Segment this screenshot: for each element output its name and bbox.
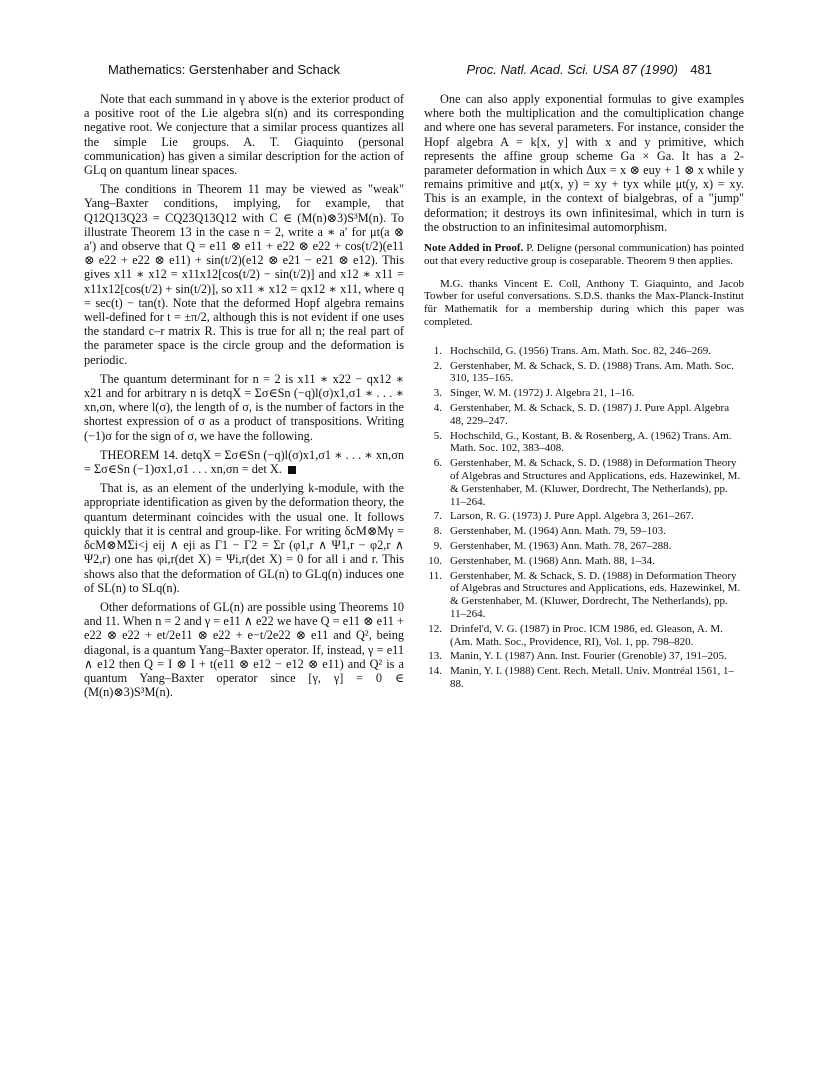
left-column (84, 92, 404, 704)
reference-number: 6. (433, 457, 442, 470)
reference-number: 14. (428, 665, 442, 678)
reference-text: Drinfel'd, V. G. (1987) in Proc. ICM 1986, ed. Gleason, A. M. (Am. Math. Soc., Providence, RI), Vol. 1, pp. 798–820. (450, 622, 723, 648)
reference-number: 2. (433, 359, 442, 372)
reference-item (424, 360, 744, 386)
reference-number: 11. (428, 569, 442, 582)
reference-number: 8. (433, 525, 442, 538)
reference-item (424, 457, 744, 508)
reference-number: 12. (428, 622, 442, 635)
reference-item (424, 345, 744, 358)
reference-item (424, 402, 744, 428)
paragraph: The conditions in Theorem 11 may be viewed as "weak" Yang–Baxter conditions, implying, for example, that Q12Q13Q23 = CQ23Q13Q12 with C ∈ (M(n)⊗3)S³M(n). To illustrate Theorem 13 in the case n = 2, write a ∗ a′ for μt(a ⊗ a′) and observe that Q = e11 ⊗ e11 + e22 ⊗ e22 + cos(t/2)(e11 ⊗ e22 + e22 ⊗ e11) + sin(t/2)(e12 ⊗ e21 − e21 ⊗ e12). This gives x11 ∗ x12 = x11x12[cos(t/2) − sin(t/2)] and x12 ∗ x11 = x11x12[cos(t/2) + sin(t/2)], so x11 ∗ x12 = qx12 ∗ x11, where q = sec(t) − tan(t). Note that the deformed Hopf algebra remains well-defined for t = ±π/2, although this is not evident if one uses the standard c–r matrix R. This is true for all n; the real part of the parameter space is the circle group and the deformation is periodic. (84, 182, 404, 367)
reference-number: 5. (433, 429, 442, 442)
page-number: 481 (690, 62, 712, 77)
reference-item (424, 650, 744, 663)
reference-number: 7. (433, 510, 442, 523)
reference-item (424, 555, 744, 568)
reference-item (424, 623, 744, 649)
reference-number: 1. (433, 344, 442, 357)
reference-item (424, 540, 744, 553)
reference-number: 9. (433, 539, 442, 552)
paragraph: Note that each summand in γ above is the exterior product of a positive root of the Lie algebra sl(n) and its corresponding negative root. We conjecture that a similar process quantizes all the simple Lie groups. A. T. Giaquinto (personal communication) has given a similar description for the action of GLq on quantum linear spaces. (84, 92, 404, 178)
reference-text: Gerstenhaber, M. (1963) Ann. Math. 78, 267–288. (450, 539, 672, 552)
paragraph: That is, as an element of the underlying k-module, with the appropriate identification as given by the deformation theory, the quantum determinant coincides with the usual one. It follows quickly that it is central and group-like. For writing δcM⊗Mγ = δcM⊗MΣi<j eij ∧ eji as Γ1 − Γ2 = Σr (φ1,r ∧ Ψ1,r − φ2,r ∧ Ψ2,r) one has φi,r(det X) = Ψi,r(det X) = 0 for all i and r. This shows also that the deformation of GL(n) to GLq(n) induces one of SL(n) to SLq(n). (84, 481, 404, 595)
reference-item (424, 387, 744, 400)
paragraph: Other deformations of GL(n) are possible using Theorems 10 and 11. When n = 2 and γ = e11 ∧ e22 we have Q = e11 ⊗ e11 + e22 ⊗ e22 + et/2e11 ⊗ e22 + e−t/2e22 ⊗ e11 and Q², being diagonal, is a quantum Yang–Baxter operator. If, instead, γ = e11 ∧ e12 then Q = I ⊗ I + t(e11 ⊗ e12 − e12 ⊗ e11) and Q² is a quantum Yang–Baxter operator since [γ, γ] = 0 ∈ (M(n)⊗3)S³M(n). (84, 599, 404, 700)
reference-number: 13. (428, 650, 442, 663)
theorem-text: THEOREM 14. detqX = Σσ∈Sn (−q)l(σ)x1,σ1 ∗ . . . ∗ xn,σn = Σσ∈Sn (−1)σx1,σ1 . . . xn,σn = det X. (84, 447, 404, 477)
right-column (424, 92, 744, 693)
reference-item (424, 665, 744, 691)
reference-text: Singer, W. M. (1972) J. Algebra 21, 1–16. (450, 387, 635, 400)
reference-text: Gerstenhaber, M. & Schack, S. D. (1988) in Deformation Theory of Algebras and Structures and Applications, eds. Hazewinkel, M. & Gerstenhaber, M. (Kluwer, Dordrecht, The Netherlands), pp. 11–264. (450, 569, 741, 620)
reference-item (424, 430, 744, 456)
reference-text: Manin, Y. I. (1988) Cent. Rech. Metall. Univ. Montréal 1561, 1–88. (450, 665, 735, 690)
reference-item (424, 525, 744, 538)
reference-item (424, 510, 744, 523)
reference-text: Hochschild, G. (1956) Trans. Am. Math. Soc. 82, 246–269. (450, 344, 711, 357)
paragraph: The quantum determinant for n = 2 is x11 ∗ x22 − qx12 ∗ x21 and for arbitrary n is detqX = Σσ∈Sn (−q)l(σ)x1,σ1 ∗ . . . ∗ xn,σn, where l(σ), the length of σ, is the number of factors in the shortest expression of σ as a product of transpositions. Writing (−1)σ for the sign of σ, we have the following. (84, 371, 404, 443)
reference-number: 3. (433, 387, 442, 400)
reference-text: Hochschild, G., Kostant, B. & Rosenberg, A. (1962) Trans. Am. Math. Soc. 102, 383–408. (450, 429, 732, 455)
reference-text: Gerstenhaber, M. & Schack, S. D. (1988) Trans. Am. Math. Soc. 310, 135–165. (450, 359, 735, 385)
theorem-14 (84, 448, 404, 476)
reference-text: Gerstenhaber, M. (1964) Ann. Math. 79, 59–103. (450, 525, 666, 538)
acknowledgment: M.G. thanks Vincent E. Coll, Anthony T. Giaquinto, and Jacob Towber for useful conversations. S.D.S. thanks the Max-Planck-Institut für Mathematik for a membership during which this paper was completed. (424, 277, 744, 329)
reference-text: Gerstenhaber, M. & Schack, S. D. (1987) J. Pure Appl. Algebra 48, 229–247. (450, 402, 730, 427)
note-text: P. Deligne (personal communication) has pointed out that every reductive group is coseparable. Theorem 9 then applies. (424, 242, 744, 267)
journal-citation: Proc. Natl. Acad. Sci. USA 87 (1990) (466, 62, 678, 77)
reference-text: Gerstenhaber, M. (1968) Ann. Math. 88, 1–34. (450, 554, 655, 567)
page-header (108, 62, 712, 82)
paragraph: One can also apply exponential formulas to give examples where both the multiplication and the comultiplication change and where one has several parameters. For instance, consider the Hopf algebra A = k[x, y] with x and y primitive, which represents the affine group scheme Ga × Ga. It has a 2-parameter deformation in which Δux = x ⊗ euy + 1 ⊗ x while y remains primitive and μt(x, y) = xy + tyx while μt(y, x) = xy. This is an example, in the context of bialgebras, of a "jump" deformation; it destroys its own infinitesimal, which in turn is the obstruction to an infinitesimal automorphism. (424, 92, 744, 234)
running-head: Mathematics: Gerstenhaber and Schack (108, 62, 340, 77)
reference-text: Larson, R. G. (1973) J. Pure Appl. Algebra 3, 261–267. (450, 510, 694, 523)
reference-text: Manin, Y. I. (1987) Ann. Inst. Fourier (Grenoble) 37, 191–205. (450, 650, 727, 663)
qed-square-icon (288, 466, 296, 474)
reference-text: Gerstenhaber, M. & Schack, S. D. (1988) in Deformation Theory of Algebras and Structures and Applications, eds. Hazewinkel, M. & Gerstenhaber, M. (Kluwer, Dordrecht, The Netherlands), pp. 11–264. (450, 457, 741, 508)
note-label: Note Added in Proof. (424, 242, 524, 255)
reference-number: 4. (433, 402, 442, 414)
note-added-in-proof (424, 242, 744, 268)
reference-list (424, 345, 744, 691)
reference-item (424, 570, 744, 621)
reference-number: 10. (428, 554, 442, 567)
